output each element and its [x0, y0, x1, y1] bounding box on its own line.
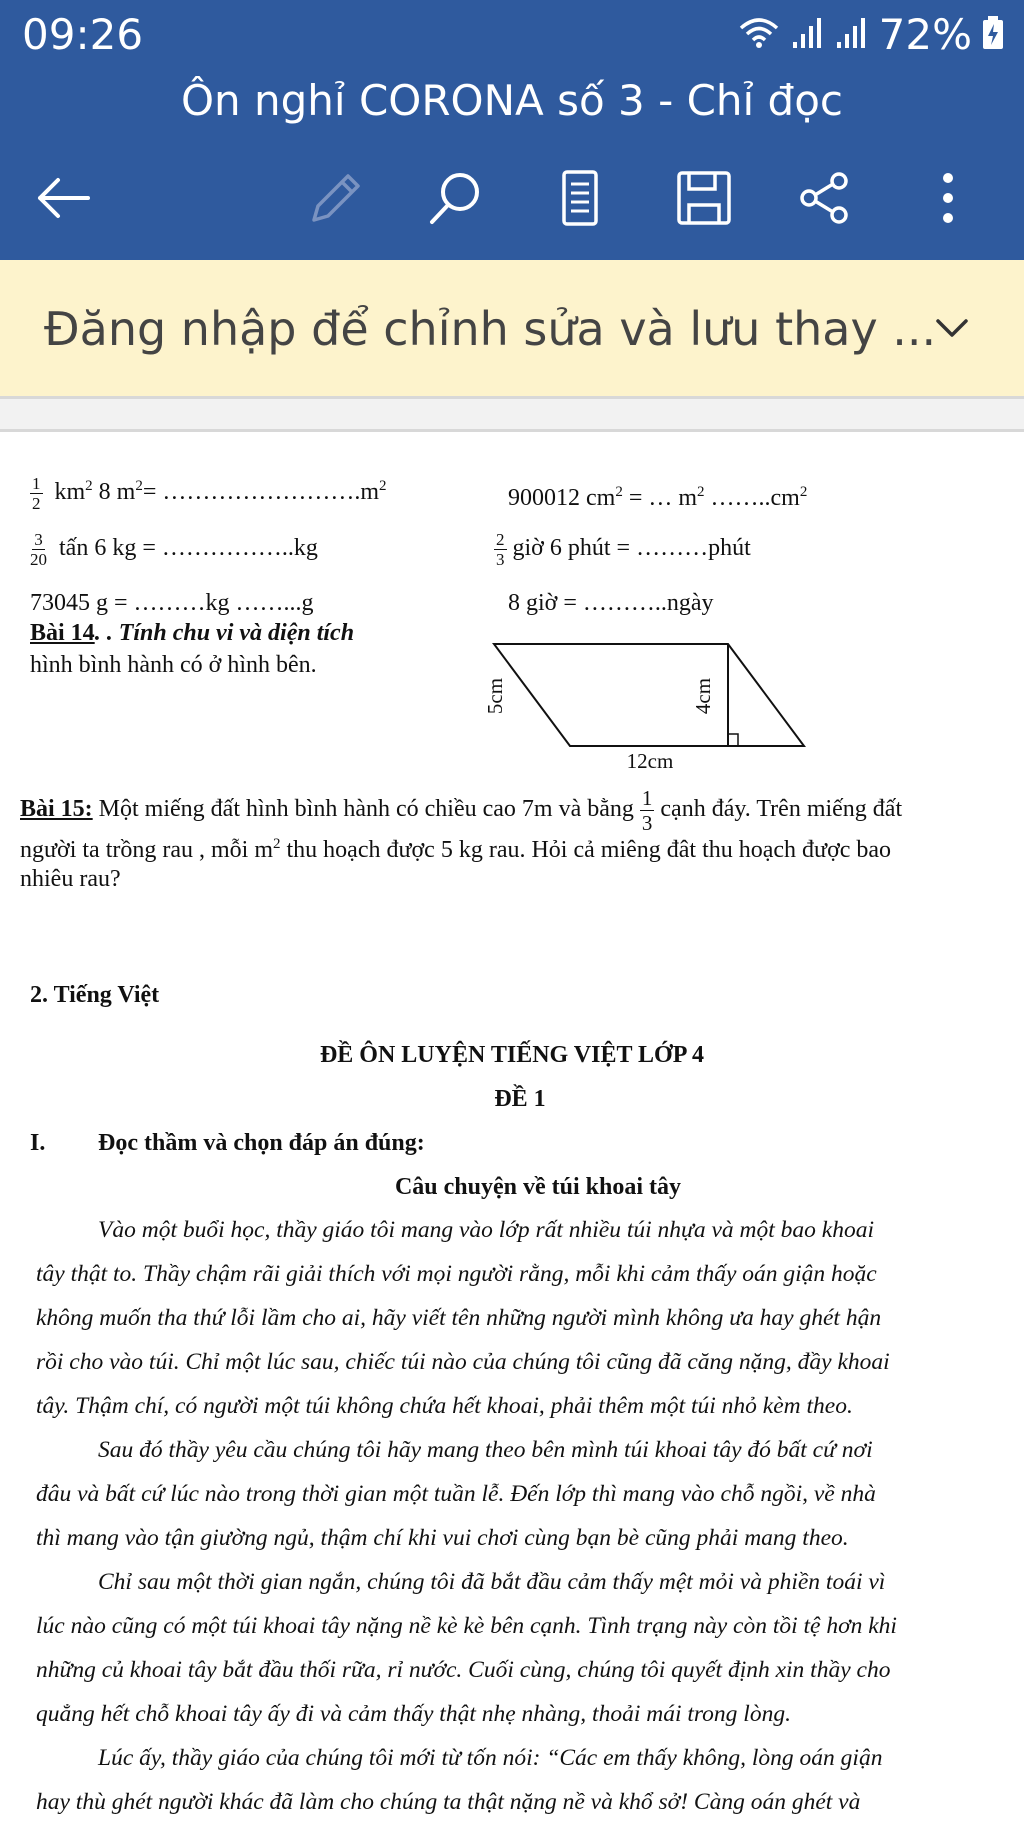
wifi-icon [737, 14, 781, 55]
fraction: $\frac{3}{20}$ [30, 530, 47, 569]
story-line: không muốn tha thứ lỗi lầm cho ai, hãy viết tên những người mình không ưa hay ghét hận [36, 1305, 882, 1331]
signal-icon-2 [835, 14, 869, 55]
math-row2-right: $\frac{2}{3}$ giờ 6 phút = ………phút [496, 530, 751, 569]
bai15-line3: nhiêu rau? [20, 866, 121, 892]
math-row1-left: $\frac{1}{2}$ $km^2$ 8 $m^2=$ $\dots\dots\dots\dots\dots\dots\dots\dots.m^2$ [32, 474, 387, 513]
share-icon[interactable] [792, 166, 856, 230]
story-line: Vào một buổi học, thầy giáo tôi mang vào lớp rất nhiều túi nhựa và một bao khoai [98, 1217, 874, 1243]
sign-in-banner-text: Đăng nhập để chỉnh sửa và lưu thay ... [44, 302, 937, 356]
battery-charging-icon [982, 14, 1004, 55]
fraction: $\frac{2}{3}$ [496, 530, 505, 569]
chevron-down-icon[interactable] [932, 308, 972, 353]
back-arrow-icon[interactable] [32, 166, 96, 230]
fraction: $\frac{1}{3}$ [641, 786, 653, 835]
story-line: lúc nào cũng có một túi khoai tây nặng nề kè kè bên cạnh. Tình trạng này còn tồi tệ hơn khi [36, 1613, 897, 1639]
story-title: Câu chuyện về túi khoai tây [394, 1174, 682, 1200]
exam-subtitle: ĐỀ 1 [494, 1086, 546, 1112]
story-line: những củ khoai tây bắt đầu thối rữa, rỉ nước. Cuối cùng, chúng tôi quyết định xin thầy cho [36, 1657, 891, 1683]
search-icon[interactable] [424, 166, 488, 230]
math-row1-right: 900012 $cm^2$ = … $m^2$ $\dots\dots..cm^2$ [508, 484, 808, 511]
side-label: 5cm [483, 677, 507, 715]
math-row3-right: 8 giờ = ………..ngày [508, 590, 714, 616]
story-line: Lúc ấy, thầy giáo của chúng tôi mới từ tốn nói: “Các em thấy không, lòng oán giận [98, 1745, 883, 1771]
sign-in-banner[interactable] [0, 260, 1024, 396]
reading-view-icon[interactable] [548, 166, 612, 230]
edit-pencil-icon[interactable] [302, 166, 366, 230]
parallelogram-figure [480, 632, 820, 782]
math-row2-left: $\frac{3}{20}$ tấn 6 kg = ……………..kg [30, 530, 318, 569]
base-label: 12cm [626, 749, 674, 773]
bai15-line2: người ta trồng rau , mỗi $m^2$ thu hoạch được 5 kg rau. Hỏi cả miêng đât thu hoạch được bao [20, 836, 892, 863]
math-row3-left: 73045 g = ………kg ……...g [30, 590, 314, 616]
height-label: 4cm [691, 677, 715, 715]
status-time: 09:26 [22, 10, 144, 59]
story-line: Sau đó thầy yêu cầu chúng tôi hãy mang theo bên mình túi khoai tây đó bất cứ nơi [98, 1437, 873, 1463]
exam-title: ĐỀ ÔN LUYỆN TIẾNG VIỆT LỚP 4 [319, 1042, 705, 1068]
part-title: Đọc thầm và chọn đáp án đúng: [98, 1130, 425, 1156]
signal-icon-1 [791, 14, 825, 55]
part-number: I. [30, 1130, 46, 1156]
page-separator [0, 396, 1024, 432]
app-toolbar [0, 0, 1024, 260]
story-line: thì mang vào tận giường ngủ, thậm chí khi vui chơi cùng bạn bè cũng phải mang theo. [36, 1525, 849, 1551]
bai15-line1: Bài 15: Một miếng đất hình bình hành có chiều cao 7m và bằng $\frac{1}{3}$ cạnh đáy. Trên miếng đất [20, 786, 903, 835]
story-line: Chỉ sau một thời gian ngắn, chúng tôi đã bắt đầu cảm thấy mệt mỏi và phiền toái vì [98, 1569, 886, 1595]
bai14-heading: Bài 14. . Tính chu vi và diện tích [30, 620, 355, 646]
story-line: quẳng hết chỗ khoai tây ấy đi và cảm thấy thật nhẹ nhàng, thoải mái trong lòng. [36, 1701, 791, 1727]
story-line: tây thật to. Thầy chậm rãi giải thích với mọi người rằng, mỗi khi cảm thấy oán giận hoặc [36, 1261, 877, 1287]
bai14-text: hình bình hành có ở hình bên. [30, 652, 317, 678]
parallelogram-shape [494, 644, 804, 746]
more-options-icon[interactable] [916, 166, 980, 230]
document-title: Ôn nghỉ CORONA số 3 - Chỉ đọc [181, 76, 843, 125]
battery-percent: 72% [878, 10, 972, 59]
right-angle-mark [728, 734, 738, 746]
status-icons [737, 10, 1004, 59]
story-line: đâu và bất cứ lúc nào trong thời gian một tuần lễ. Đến lớp thì mang vào chỗ ngồi, về nhà [36, 1481, 876, 1507]
story-line: hay thù ghét người khác đã làm cho chúng ta thật nặng nề và khổ sở! Càng oán ghét và [36, 1789, 861, 1815]
save-icon[interactable] [672, 166, 736, 230]
section-heading: 2. Tiếng Việt [30, 982, 160, 1008]
story-line: tây. Thậm chí, có người một túi không chứa hết khoai, phải thêm một túi nhỏ kèm theo. [36, 1393, 853, 1419]
fraction: $\frac{1}{2}$ [32, 474, 41, 513]
story-line: rồi cho vào túi. Chỉ một lúc sau, chiếc túi nào của chúng tôi cũng đã căng nặng, đầy khoai [36, 1349, 890, 1375]
